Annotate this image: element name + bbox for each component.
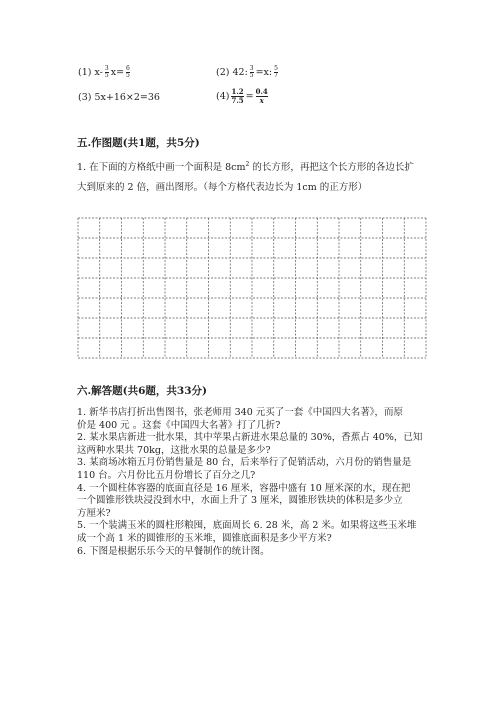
question-line: 一个圆锥形铁块浸没到水中，水面上升了 3 厘米，圆锥形铁块的体积是多少立 bbox=[77, 495, 403, 507]
fraction: $\frac{1.2}{7.5}$ bbox=[231, 87, 244, 105]
equation-1: (1) x- $\frac{3}{5}$ x= $\frac{6}{5}$ bbox=[78, 65, 130, 79]
question-line: 4. 一个圆柱体容器的底面直径是 16 厘米，容器中盛有 10 厘米深的水，现在把 bbox=[77, 482, 411, 494]
section-6-heading: 六.解答题(共6题，共33分) bbox=[77, 385, 208, 397]
question-line: 这两种水果共 70kg，这批水果的总量是多少? bbox=[77, 444, 271, 456]
question-line: 2. 某水果店新进一批水果，其中苹果占新进水果总量的 30%，香蕉占 40%，已知 bbox=[77, 432, 423, 444]
equation-3: (3) 5x+16×2=36 bbox=[78, 92, 160, 103]
fraction: $\frac{3}{5}$ bbox=[249, 65, 254, 79]
question-line: 3. 某商场冰箱五月份销售量是 80 台，后来举行了促销活动，六月份的销售量是 bbox=[77, 457, 412, 469]
question-line: 110 台。六月份比五月份增长了百分之几? bbox=[77, 469, 256, 481]
fraction: $\frac{0.4}{x}$ bbox=[255, 87, 268, 105]
fraction: $\frac{3}{5}$ bbox=[104, 65, 109, 79]
question-line: 5. 一个装满玉米的圆柱形粮囤，底面周长 6. 28 米，高 2 米。如果将这些玉米堆 bbox=[77, 520, 417, 532]
question-line: 方厘米? bbox=[77, 507, 111, 519]
question-line: 1. 新华书店打折出售图书，张老师用 340 元买了一套《中国四大名著》，而原 bbox=[77, 407, 404, 418]
question-line: 6. 下图是根据乐乐今天的早餐制作的统计图。 bbox=[77, 545, 270, 557]
square-grid[interactable] bbox=[77, 217, 427, 359]
question-line: 价是 400 元 。这套《中国四大名著》打了几折? bbox=[77, 419, 281, 431]
equation-4: (4) $\frac{1.2}{7.5}$ = $\frac{0.4}{x}$ bbox=[216, 87, 268, 105]
question-line: 成一个高 1 米的圆锥形的玉米堆，圆锥底面积是多少平方米? bbox=[77, 532, 332, 544]
section-5-heading: 五.作图题(共1题，共5分) bbox=[77, 137, 200, 149]
fraction: $\frac{5}{7}$ bbox=[274, 65, 278, 79]
section-6-questions bbox=[77, 407, 437, 558]
section-5-question: 1. 在下面的方格纸中画一个面积是 $8cm^2$ 的长方形，再把这个长方形的各边长扩 大到原来的 2 倍，画出图形。（每个方格代表边长为 1cm 的正方形） bbox=[77, 161, 414, 194]
equation-2: (2) 42: $\frac{3}{5}$ =x: $\frac{5}{7}$ bbox=[216, 65, 278, 79]
fraction: $\frac{6}{5}$ bbox=[126, 65, 130, 79]
